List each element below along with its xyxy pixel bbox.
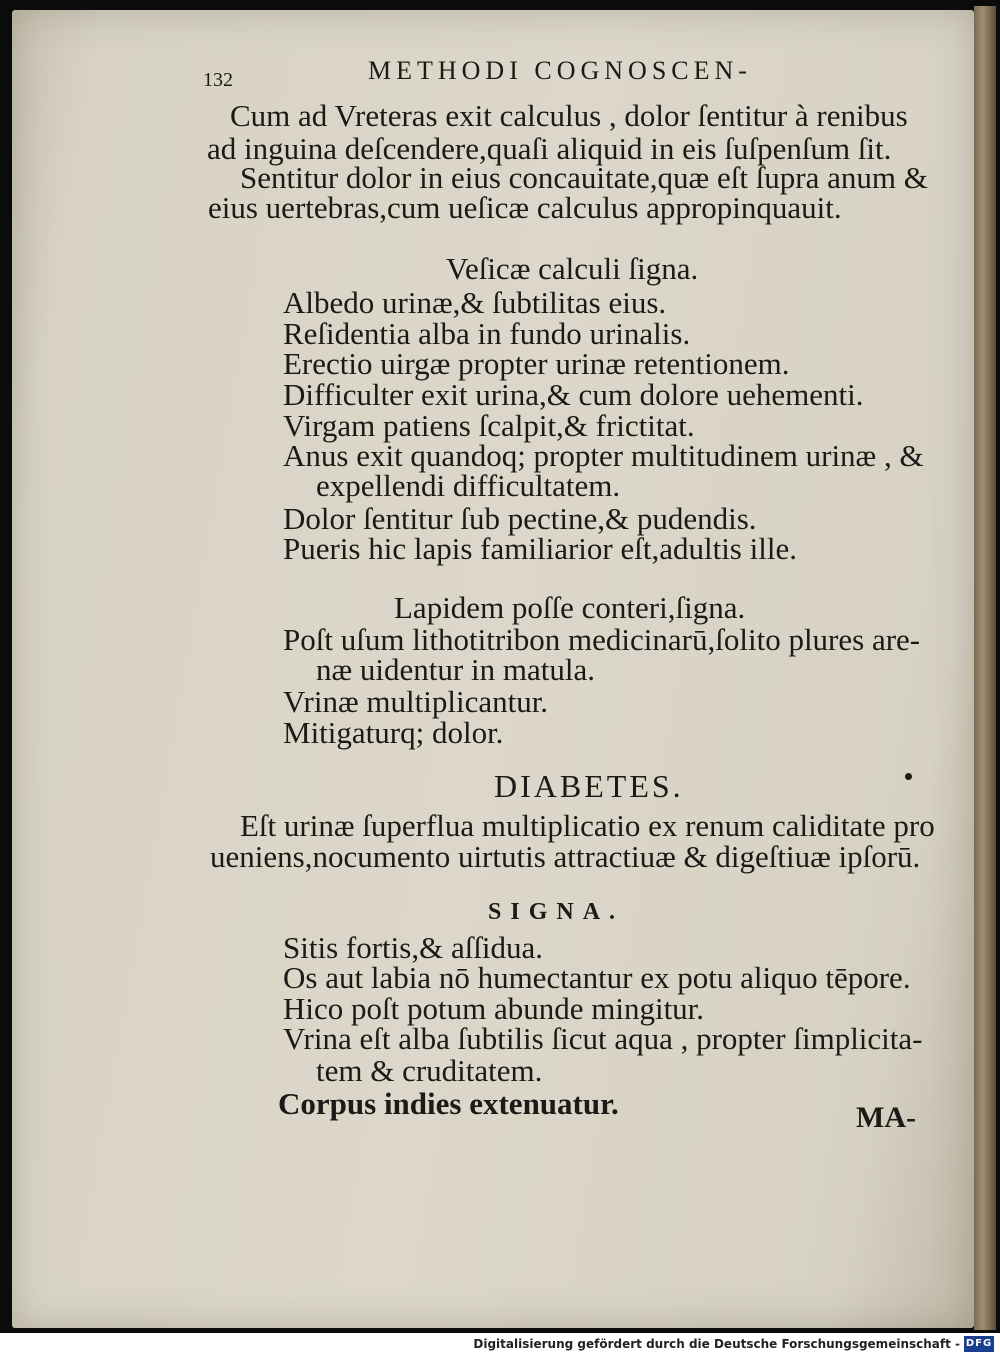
section-heading: SIGNA.: [488, 899, 625, 925]
list-item: Erectio uirgæ propter urinæ retentionem.: [283, 346, 790, 381]
list-item: Albedo urinæ,& ſubtilitas eius.: [283, 285, 667, 320]
list-item: Vrina eſt alba ſubtilis ſicut aqua , propter ſimplicita-: [283, 1021, 923, 1056]
list-item-continuation: tem & cruditatem.: [316, 1053, 543, 1088]
text-line: Eſt urinæ ſuperflua multiplicatio ex renum caliditate pro: [240, 808, 935, 843]
section-heading: Veſicæ calculi ſigna.: [446, 251, 699, 286]
list-item: Mitigaturq; dolor.: [283, 715, 504, 750]
dfg-logo-icon: DFG: [964, 1336, 994, 1352]
catchword: MA-: [856, 1101, 916, 1134]
text-line: Cum ad Vreteras exit calculus , dolor ſentitur à renibus: [230, 98, 908, 133]
list-item: Os aut labia nō humectantur ex potu aliquo tēpore.: [283, 960, 911, 995]
running-title: METHODI COGNOSCEN-: [368, 56, 752, 85]
list-item: Virgam patiens ſcalpit,& frictitat.: [283, 408, 695, 443]
section-heading: Lapidem poſſe conteri,ſigna.: [394, 590, 746, 625]
list-item: Vrinæ multiplicantur.: [283, 684, 549, 719]
list-item: Hico poſt potum abunde mingitur.: [283, 991, 705, 1026]
text-line: eius uertebras,cum ueſicæ calculus appropinquauit.: [208, 190, 842, 225]
list-item: Pueris hic lapis familiarior eſt,adultis ille.: [283, 531, 797, 566]
section-heading: DIABETES.: [494, 768, 684, 804]
text-line: ad inguina deſcendere,quaſi aliquid in eis ſuſpenſum ſit.: [207, 131, 892, 166]
page-number: 132: [203, 69, 233, 91]
list-item: Corpus indies extenuatur.: [278, 1086, 619, 1121]
text-line: Sentitur dolor in eius concauitate,quæ eſt ſupra anum &: [240, 160, 928, 195]
list-item: Dolor ſentitur ſub pectine,& pudendis.: [283, 501, 757, 536]
list-item: Reſidentia alba in fundo urinalis.: [283, 316, 691, 351]
list-item-continuation: expellendi difficultatem.: [316, 468, 621, 503]
book-edge: [974, 6, 996, 1330]
list-item: Anus exit quandoq; propter multitudinem urinæ , &: [283, 438, 924, 473]
text-line: ueniens,nocumento uirtutis attractiuæ & digeſtiuæ ipſorū.: [210, 839, 921, 874]
ink-speck: [905, 773, 912, 780]
list-item: Poſt uſum lithotitribon medicinarū,ſolito plures are-: [283, 622, 921, 657]
list-item-continuation: næ uidentur in matula.: [316, 652, 595, 687]
footer-credit: Digitalisierung gefördert durch die Deutsche Forschungsgemeinschaft -: [473, 1337, 960, 1351]
list-item: Difficulter exit urina,& cum dolore uehementi.: [283, 377, 864, 412]
footer-bar: [0, 1333, 1000, 1357]
list-item: Sitis fortis,& aſſidua.: [283, 930, 544, 965]
